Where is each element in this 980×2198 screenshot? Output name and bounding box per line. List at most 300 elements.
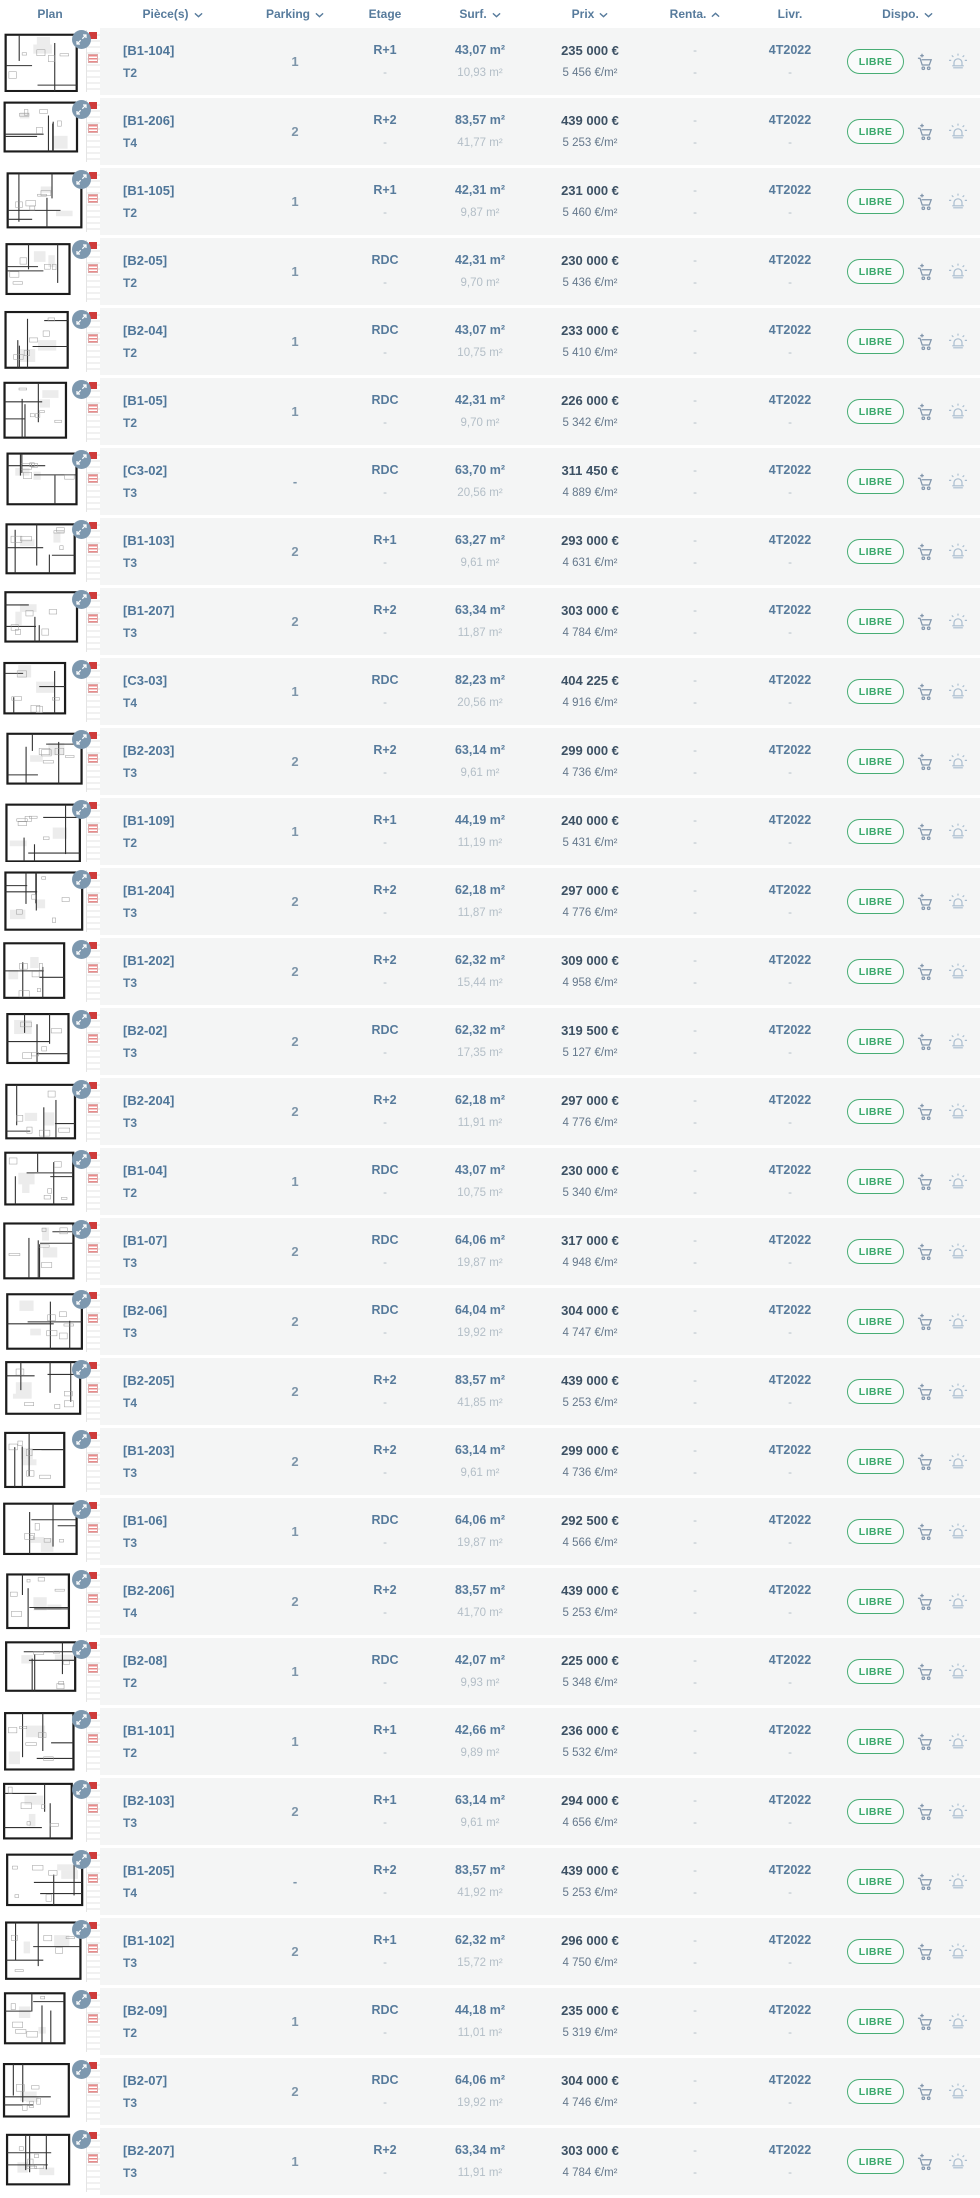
- expand-plan-button[interactable]: [72, 590, 91, 609]
- cart-add-icon[interactable]: [917, 1383, 935, 1401]
- floor-sub: -: [383, 2027, 387, 2039]
- plan-sheet-striped-mark: [88, 894, 98, 903]
- unit-type: T3: [123, 906, 138, 920]
- cart-add-icon[interactable]: [917, 193, 935, 211]
- parking-cell: [245, 1148, 345, 1218]
- parking-cell: [245, 1568, 345, 1638]
- expand-icon: [76, 314, 87, 325]
- floor-value: R+2: [373, 1583, 397, 1597]
- delivery-cell: [745, 1918, 835, 1988]
- renta-value: -: [693, 394, 697, 407]
- price-value: 311 450 €: [561, 463, 619, 478]
- expand-icon: [76, 1224, 87, 1235]
- table-row[interactable]: [0, 868, 980, 938]
- parking-count: 2: [291, 754, 299, 769]
- alarm-icon[interactable]: [948, 683, 968, 700]
- plan-cell: [0, 1918, 100, 1988]
- column-header-parking[interactable]: [245, 7, 345, 21]
- cart-add-icon[interactable]: [917, 1663, 935, 1681]
- plan-sheet-striped-mark: [88, 1524, 98, 1533]
- surface-cell: [425, 1568, 535, 1638]
- renta-cell: [645, 378, 745, 448]
- delivery-sub: -: [788, 2167, 792, 2179]
- table-row[interactable]: [0, 588, 980, 658]
- table-row[interactable]: [0, 168, 980, 238]
- alarm-icon[interactable]: [948, 123, 968, 140]
- delivery-cell: [745, 238, 835, 308]
- status-badge: LIBRE: [847, 2009, 905, 2034]
- alarm-icon[interactable]: [948, 963, 968, 980]
- parking-count: 1: [291, 824, 299, 839]
- cart-add-icon[interactable]: [917, 1453, 935, 1471]
- renta-value: -: [693, 114, 697, 127]
- dispo-cell: [835, 308, 980, 378]
- expand-plan-button[interactable]: [72, 1220, 91, 1239]
- cart-add-icon[interactable]: [917, 1943, 935, 1961]
- table-row[interactable]: [0, 798, 980, 868]
- cart-add-icon[interactable]: [917, 1033, 935, 1051]
- dispo-cell: [835, 588, 980, 658]
- pieces-cell: [100, 2058, 245, 2128]
- expand-icon: [76, 2064, 87, 2075]
- column-header-prix[interactable]: [535, 7, 645, 21]
- renta-value: -: [693, 534, 697, 547]
- cart-add-icon[interactable]: [917, 473, 935, 491]
- floor-value: R+2: [373, 603, 397, 617]
- sort-desc-icon: [492, 12, 501, 18]
- alarm-icon[interactable]: [948, 1243, 968, 1260]
- cart-add-icon[interactable]: [917, 403, 935, 421]
- table-row[interactable]: [0, 1008, 980, 1078]
- surface-annex: 20,56 m²: [457, 487, 503, 499]
- table-row[interactable]: [0, 1358, 980, 1428]
- delivery-sub: -: [788, 837, 792, 849]
- table-row[interactable]: [0, 1778, 980, 1848]
- alarm-icon[interactable]: [948, 1873, 968, 1890]
- price-cell: [535, 448, 645, 518]
- unit-type: T3: [123, 1536, 138, 1550]
- status-badge: LIBRE: [847, 1729, 905, 1754]
- floor-sub: -: [383, 487, 387, 499]
- pieces-cell: [100, 868, 245, 938]
- price-cell: [535, 168, 645, 238]
- table-row[interactable]: [0, 658, 980, 728]
- table-row[interactable]: [0, 308, 980, 378]
- surface-value: 64,06 m²: [454, 1233, 506, 1247]
- expand-plan-button[interactable]: [72, 1780, 91, 1799]
- plan-cell: [0, 1638, 100, 1708]
- delivery-sub: -: [788, 1327, 792, 1339]
- dispo-cell: [835, 1358, 980, 1428]
- table-row[interactable]: [0, 2058, 980, 2128]
- surface-annex: 9,89 m²: [460, 1747, 500, 1759]
- dispo-cell: [835, 1778, 980, 1848]
- renta-cell: [645, 1498, 745, 1568]
- alarm-icon[interactable]: [948, 893, 968, 910]
- alarm-icon[interactable]: [948, 2083, 968, 2100]
- surface-annex: 41,92 m²: [457, 1887, 503, 1899]
- expand-plan-button[interactable]: [72, 100, 91, 119]
- dispo-cell: [835, 98, 980, 168]
- price-value: 304 000 €: [561, 2073, 619, 2088]
- table-row[interactable]: [0, 1848, 980, 1918]
- expand-plan-button[interactable]: [72, 1920, 91, 1939]
- etage-cell: [345, 378, 425, 448]
- table-row[interactable]: [0, 1428, 980, 1498]
- renta-sub: -: [693, 1326, 697, 1339]
- cart-add-icon[interactable]: [917, 963, 935, 981]
- column-label: Renta.: [669, 7, 707, 21]
- cart-add-icon[interactable]: [917, 1593, 935, 1611]
- parking-cell: [245, 1848, 345, 1918]
- parking-cell: [245, 868, 345, 938]
- expand-plan-button[interactable]: [72, 1360, 91, 1379]
- price-cell: [535, 28, 645, 98]
- column-header-renta[interactable]: [645, 7, 745, 21]
- alarm-icon[interactable]: [948, 1943, 968, 1960]
- floor-sub: -: [383, 137, 387, 149]
- price-per-m2: 5 348 €/m²: [562, 1677, 618, 1689]
- expand-plan-button[interactable]: [72, 940, 91, 959]
- dispo-cell: [835, 518, 980, 588]
- etage-cell: [345, 938, 425, 1008]
- delivery-sub: -: [788, 487, 792, 499]
- surface-value: 63,70 m²: [454, 463, 506, 477]
- delivery-cell: [745, 1288, 835, 1358]
- surface-cell: [425, 98, 535, 168]
- cart-add-icon[interactable]: [917, 2013, 935, 2031]
- surface-annex: 15,72 m²: [457, 1957, 503, 1969]
- alarm-icon[interactable]: [948, 753, 968, 770]
- cart-add-icon[interactable]: [917, 333, 935, 351]
- table-row[interactable]: [0, 1498, 980, 1568]
- surface-annex: 11,91 m²: [457, 1117, 503, 1129]
- etage-cell: [345, 588, 425, 658]
- cart-add-icon[interactable]: [917, 123, 935, 141]
- cart-add-icon[interactable]: [917, 1173, 935, 1191]
- alarm-icon[interactable]: [948, 263, 968, 280]
- price-value: 294 000 €: [561, 1793, 619, 1808]
- expand-plan-button[interactable]: [72, 1290, 91, 1309]
- etage-cell: [345, 1428, 425, 1498]
- alarm-icon[interactable]: [948, 1313, 968, 1330]
- renta-value: -: [693, 1374, 697, 1387]
- alarm-icon[interactable]: [948, 823, 968, 840]
- expand-plan-button[interactable]: [72, 660, 91, 679]
- expand-plan-button[interactable]: [72, 520, 91, 539]
- expand-plan-button[interactable]: [72, 2130, 91, 2149]
- surface-annex: 9,61 m²: [460, 557, 500, 569]
- price-per-m2: 5 431 €/m²: [562, 837, 618, 849]
- alarm-icon[interactable]: [948, 1383, 968, 1400]
- delivery-value: 4T2022: [768, 1303, 812, 1317]
- table-row[interactable]: [0, 1148, 980, 1218]
- delivery-value: 4T2022: [768, 673, 812, 687]
- unit-id: [B1-07]: [123, 1233, 168, 1248]
- pieces-cell: [100, 658, 245, 728]
- alarm-icon[interactable]: [948, 473, 968, 490]
- renta-cell: [645, 658, 745, 728]
- surface-cell: [425, 1638, 535, 1708]
- parking-cell: [245, 1288, 345, 1358]
- renta-cell: [645, 1148, 745, 1218]
- table-row[interactable]: [0, 1918, 980, 1988]
- alarm-icon[interactable]: [948, 1103, 968, 1120]
- unit-id: [C3-02]: [123, 463, 168, 478]
- cart-add-icon[interactable]: [917, 263, 935, 281]
- parking-count: 1: [291, 2154, 299, 2169]
- table-row[interactable]: [0, 938, 980, 1008]
- price-cell: [535, 1918, 645, 1988]
- expand-plan-button[interactable]: [72, 30, 91, 49]
- unit-type: T4: [123, 1886, 138, 1900]
- alarm-icon[interactable]: [948, 1663, 968, 1680]
- unit-id: [B2-02]: [123, 1023, 168, 1038]
- dispo-cell: [835, 238, 980, 308]
- table-row[interactable]: [0, 98, 980, 168]
- plan-sheet-striped-mark: [88, 1104, 98, 1113]
- table-row[interactable]: [0, 238, 980, 308]
- floor-sub: -: [383, 207, 387, 219]
- cart-add-icon[interactable]: [917, 753, 935, 771]
- floor-value: RDC: [371, 1023, 399, 1037]
- column-header-pieces[interactable]: [100, 7, 245, 21]
- delivery-cell: [745, 2058, 835, 2128]
- expand-plan-button[interactable]: [72, 1010, 91, 1029]
- cart-add-icon[interactable]: [917, 683, 935, 701]
- expand-plan-button[interactable]: [72, 1080, 91, 1099]
- cart-add-icon[interactable]: [917, 1103, 935, 1121]
- surface-value: 43,07 m²: [454, 1163, 506, 1177]
- sort-desc-icon: [315, 12, 324, 18]
- parking-cell: [245, 1078, 345, 1148]
- alarm-icon[interactable]: [948, 1733, 968, 1750]
- table-body: [0, 28, 980, 2198]
- table-row[interactable]: [0, 448, 980, 518]
- unit-id: [B1-202]: [123, 953, 175, 968]
- parking-cell: [245, 728, 345, 798]
- alarm-icon[interactable]: [948, 1523, 968, 1540]
- unit-type: T2: [123, 66, 138, 80]
- cart-add-icon[interactable]: [917, 1873, 935, 1891]
- renta-sub: -: [693, 1816, 697, 1829]
- surface-value: 63,14 m²: [454, 743, 506, 757]
- renta-sub: -: [693, 416, 697, 429]
- alarm-icon[interactable]: [948, 53, 968, 70]
- alarm-icon[interactable]: [948, 2013, 968, 2030]
- surface-value: 44,18 m²: [454, 2003, 506, 2017]
- plan-cell: [0, 2058, 100, 2128]
- table-row[interactable]: [0, 518, 980, 588]
- dispo-cell: [835, 1988, 980, 2058]
- plan-sheet-striped-mark: [88, 1664, 98, 1673]
- price-per-m2: 4 776 €/m²: [562, 907, 618, 919]
- dispo-cell: [835, 1708, 980, 1778]
- alarm-icon[interactable]: [948, 403, 968, 420]
- expand-plan-button[interactable]: [72, 1570, 91, 1589]
- alarm-icon[interactable]: [948, 333, 968, 350]
- floor-sub: -: [383, 1397, 387, 1409]
- expand-plan-button[interactable]: [72, 240, 91, 259]
- cart-add-icon[interactable]: [917, 1803, 935, 1821]
- column-label: Plan: [37, 7, 63, 21]
- renta-value: -: [693, 464, 697, 477]
- unit-type: T3: [123, 976, 138, 990]
- table-row[interactable]: [0, 378, 980, 448]
- table-row[interactable]: [0, 1708, 980, 1778]
- pieces-cell: [100, 308, 245, 378]
- table-row[interactable]: [0, 1638, 980, 1708]
- table-row[interactable]: [0, 1568, 980, 1638]
- alarm-icon[interactable]: [948, 2153, 968, 2170]
- cart-add-icon[interactable]: [917, 2153, 935, 2171]
- cart-add-icon[interactable]: [917, 1733, 935, 1751]
- surface-value: 42,31 m²: [454, 253, 506, 267]
- surface-cell: [425, 1778, 535, 1848]
- renta-value: -: [693, 1794, 697, 1807]
- pieces-cell: [100, 1218, 245, 1288]
- cart-add-icon[interactable]: [917, 543, 935, 561]
- table-row[interactable]: [0, 2128, 980, 2198]
- renta-sub: -: [693, 1606, 697, 1619]
- alarm-icon[interactable]: [948, 1593, 968, 1610]
- expand-plan-button[interactable]: [72, 1430, 91, 1449]
- expand-icon: [76, 664, 87, 675]
- renta-value: -: [693, 184, 697, 197]
- unit-type: T4: [123, 696, 138, 710]
- etage-cell: [345, 728, 425, 798]
- parking-count: 2: [291, 964, 299, 979]
- table-row[interactable]: [0, 1288, 980, 1358]
- status-badge: LIBRE: [847, 259, 905, 284]
- expand-plan-button[interactable]: [72, 310, 91, 329]
- status-badge: LIBRE: [847, 1659, 905, 1684]
- delivery-value: 4T2022: [768, 603, 812, 617]
- status-badge: LIBRE: [847, 959, 905, 984]
- status-badge: LIBRE: [847, 889, 905, 914]
- expand-plan-button[interactable]: [72, 730, 91, 749]
- parking-cell: [245, 1918, 345, 1988]
- cart-add-icon[interactable]: [917, 1313, 935, 1331]
- surface-value: 63,34 m²: [454, 603, 506, 617]
- floor-sub: -: [383, 1047, 387, 1059]
- parking-cell: [245, 518, 345, 588]
- table-row[interactable]: [0, 1078, 980, 1148]
- cart-add-icon[interactable]: [917, 893, 935, 911]
- price-per-m2: 4 566 €/m²: [562, 1537, 618, 1549]
- cart-add-icon[interactable]: [917, 1523, 935, 1541]
- expand-plan-button[interactable]: [72, 380, 91, 399]
- expand-icon: [76, 244, 87, 255]
- alarm-icon[interactable]: [948, 193, 968, 210]
- column-header-dispo[interactable]: [835, 7, 980, 21]
- unit-type: T2: [123, 206, 138, 220]
- price-per-m2: 5 253 €/m²: [562, 1887, 618, 1899]
- surface-annex: 41,85 m²: [457, 1397, 503, 1409]
- alarm-icon[interactable]: [948, 1803, 968, 1820]
- alarm-icon[interactable]: [948, 1173, 968, 1190]
- floor-sub: -: [383, 67, 387, 79]
- pieces-cell: [100, 1848, 245, 1918]
- parking-cell: [245, 588, 345, 658]
- surface-value: 63,14 m²: [454, 1793, 506, 1807]
- etage-cell: [345, 1008, 425, 1078]
- expand-plan-button[interactable]: [72, 2060, 91, 2079]
- expand-plan-button[interactable]: [72, 1150, 91, 1169]
- delivery-cell: [745, 728, 835, 798]
- floor-sub: -: [383, 627, 387, 639]
- cart-add-icon[interactable]: [917, 613, 935, 631]
- renta-value: -: [693, 324, 697, 337]
- delivery-cell: [745, 2128, 835, 2198]
- expand-plan-button[interactable]: [72, 1710, 91, 1729]
- expand-plan-button[interactable]: [72, 170, 91, 189]
- plan-sheet-striped-mark: [88, 544, 98, 553]
- expand-plan-button[interactable]: [72, 1990, 91, 2009]
- delivery-sub: -: [788, 1537, 792, 1549]
- pieces-cell: [100, 2128, 245, 2198]
- alarm-icon[interactable]: [948, 613, 968, 630]
- plan-sheet-striped-mark: [88, 1034, 98, 1043]
- expand-plan-button[interactable]: [72, 1640, 91, 1659]
- etage-cell: [345, 308, 425, 378]
- alarm-icon[interactable]: [948, 1033, 968, 1050]
- status-badge: LIBRE: [847, 1869, 905, 1894]
- plan-cell: [0, 1568, 100, 1638]
- cart-add-icon[interactable]: [917, 823, 935, 841]
- parking-cell: [245, 1218, 345, 1288]
- floor-sub: -: [383, 1257, 387, 1269]
- expand-plan-button[interactable]: [72, 870, 91, 889]
- alarm-icon[interactable]: [948, 543, 968, 560]
- pieces-cell: [100, 1638, 245, 1708]
- table-row[interactable]: [0, 728, 980, 798]
- renta-value: -: [693, 1234, 697, 1247]
- column-header-surf[interactable]: [425, 7, 535, 21]
- floor-value: R+2: [373, 743, 397, 757]
- expand-plan-button[interactable]: [72, 800, 91, 819]
- renta-cell: [645, 1848, 745, 1918]
- plan-sheet-striped-mark: [88, 684, 98, 693]
- price-cell: [535, 308, 645, 378]
- unit-id: [B2-204]: [123, 1093, 175, 1108]
- price-value: 233 000 €: [561, 323, 619, 338]
- parking-cell: [245, 1428, 345, 1498]
- expand-plan-button[interactable]: [72, 450, 91, 469]
- cart-add-icon[interactable]: [917, 2083, 935, 2101]
- table-row[interactable]: [0, 1988, 980, 2058]
- surface-cell: [425, 1078, 535, 1148]
- expand-plan-button[interactable]: [72, 1500, 91, 1519]
- expand-plan-button[interactable]: [72, 1850, 91, 1869]
- table-row[interactable]: [0, 1218, 980, 1288]
- floor-sub: -: [383, 1607, 387, 1619]
- etage-cell: [345, 1778, 425, 1848]
- cart-add-icon[interactable]: [917, 53, 935, 71]
- unit-type: T2: [123, 1746, 138, 1760]
- cart-add-icon[interactable]: [917, 1243, 935, 1261]
- plan-cell: [0, 308, 100, 378]
- plan-sheet-striped-mark: [88, 264, 98, 273]
- surface-annex: 19,87 m²: [457, 1257, 503, 1269]
- expand-icon: [76, 1574, 87, 1585]
- table-row[interactable]: [0, 28, 980, 98]
- unit-type: T3: [123, 1256, 138, 1270]
- price-value: 236 000 €: [561, 1723, 619, 1738]
- dispo-cell: [835, 1848, 980, 1918]
- plan-cell: [0, 1428, 100, 1498]
- alarm-icon[interactable]: [948, 1453, 968, 1470]
